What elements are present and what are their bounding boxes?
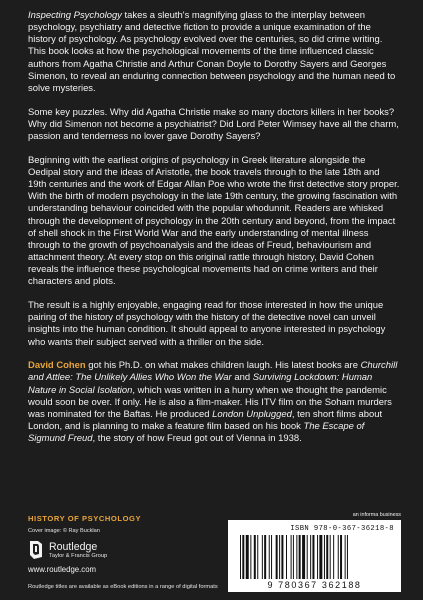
series-label: HISTORY OF PSYCHOLOGY bbox=[28, 514, 142, 523]
bio-text-4: , ten short films about London, and is planning to make a feature film based on his book bbox=[28, 408, 383, 433]
publisher-name: Routledge bbox=[49, 541, 98, 553]
barcode-bars bbox=[238, 535, 391, 579]
isbn-text: ISBN 978-0-367-36218-8 bbox=[290, 525, 394, 533]
bio-text-3: , which was written in a hurry when we thought the pandemic would soon be over. If only. He is also a film-maker. His ITV film on the Soham murders was nominated for the Baftas. He produced bbox=[28, 384, 392, 420]
bio-book-2: Surviving Lockdown: Human Nature in Social Isolation bbox=[28, 372, 373, 396]
book-title: Inspecting Psychology bbox=[28, 10, 122, 21]
bio-text-5: , the story of how Freud got out of Vienna in 1938. bbox=[92, 433, 302, 445]
publisher-website: www.routledge.com bbox=[28, 565, 97, 574]
blurb bbox=[28, 10, 400, 457]
bio-text-1: got his Ph.D. on what makes children laugh. His latest books are bbox=[85, 360, 361, 372]
bio-film: London Unplugged bbox=[212, 408, 292, 420]
blurb-paragraph-4: The result is a highly enjoyable, engaging read for those interested in how the unique pairing of the history of psychology with the history of the detective novel can unveil insights into the human condition. It should appeal to anyone interested in psychology who wants their subject served with a thriller on the side. bbox=[28, 300, 386, 348]
author-bio bbox=[28, 360, 400, 445]
barcode-digits: 9 780367 362188 bbox=[267, 580, 362, 590]
barcode bbox=[228, 520, 401, 592]
bio-text-2: and bbox=[231, 372, 253, 384]
author-name: David Cohen bbox=[28, 360, 86, 372]
bio-book-1: Churchill and Attlee: The Unlikely Allies Who Won the War bbox=[28, 360, 398, 384]
bio-book-3: The Escape of Sigmund Freud bbox=[28, 421, 365, 445]
publisher-group: Taylor & Francis Group bbox=[49, 553, 108, 559]
blurb-paragraph-2: Some key puzzles. Why did Agatha Christie make so many doctors killers in her books? Why did Simenon not become a psychiatrist? Did Lord Peter Wimsey have all the charm, passion and tenderness no lover gave Dorothy Sayers? bbox=[28, 106, 399, 142]
routledge-logo-icon bbox=[28, 540, 46, 560]
informa-label: an informa business bbox=[352, 512, 401, 518]
ebook-note: Routledge titles are available as eBook editions in a range of digital formats bbox=[28, 584, 218, 590]
blurb-paragraph-3: Beginning with the earliest origins of psychology in Greek literature alongside the Oedipal story and the ideas of Aristotle, the book travels through to the late 18th and 19th centuries and the work of Edgar Allan Poe who wrote the first detective story proper. With the birth of modern psychology in the late 19th century, the growing fascination with understanding behaviour coincided with the popular whodunnit. Readers are whisked through the development of psychology in the 20th century and beyond, from the impact of shell shock in the First World War and the early understanding of mental illness through to the growth of psychoanalysis and the ideas of Freud, behaviourism and attachment theory. At every stop on this original rattle through history, David Cohen reveals the influence these psychological movements had on crime writers and their characters and plots. bbox=[28, 154, 400, 288]
cover-credit: Cover image: © Ray Bucklan bbox=[28, 528, 100, 534]
blurb-paragraph-1-text: takes a sleuth's magnifying glass to the interplay between psychology, psychiatry and detective fiction to provide a unique examination of the history of psychology. As psychology evolved over the centuries, so did crime writing. This book looks at how the psychological movements of the time influenced classic authors from Agatha Christie and Arthur Conan Doyle to Dorothy Sayers and Georges Simenon, to reveal an enduring connection between psychology and the human need to solve mysteries. bbox=[28, 10, 396, 94]
blurb-paragraph-1 bbox=[28, 10, 400, 95]
